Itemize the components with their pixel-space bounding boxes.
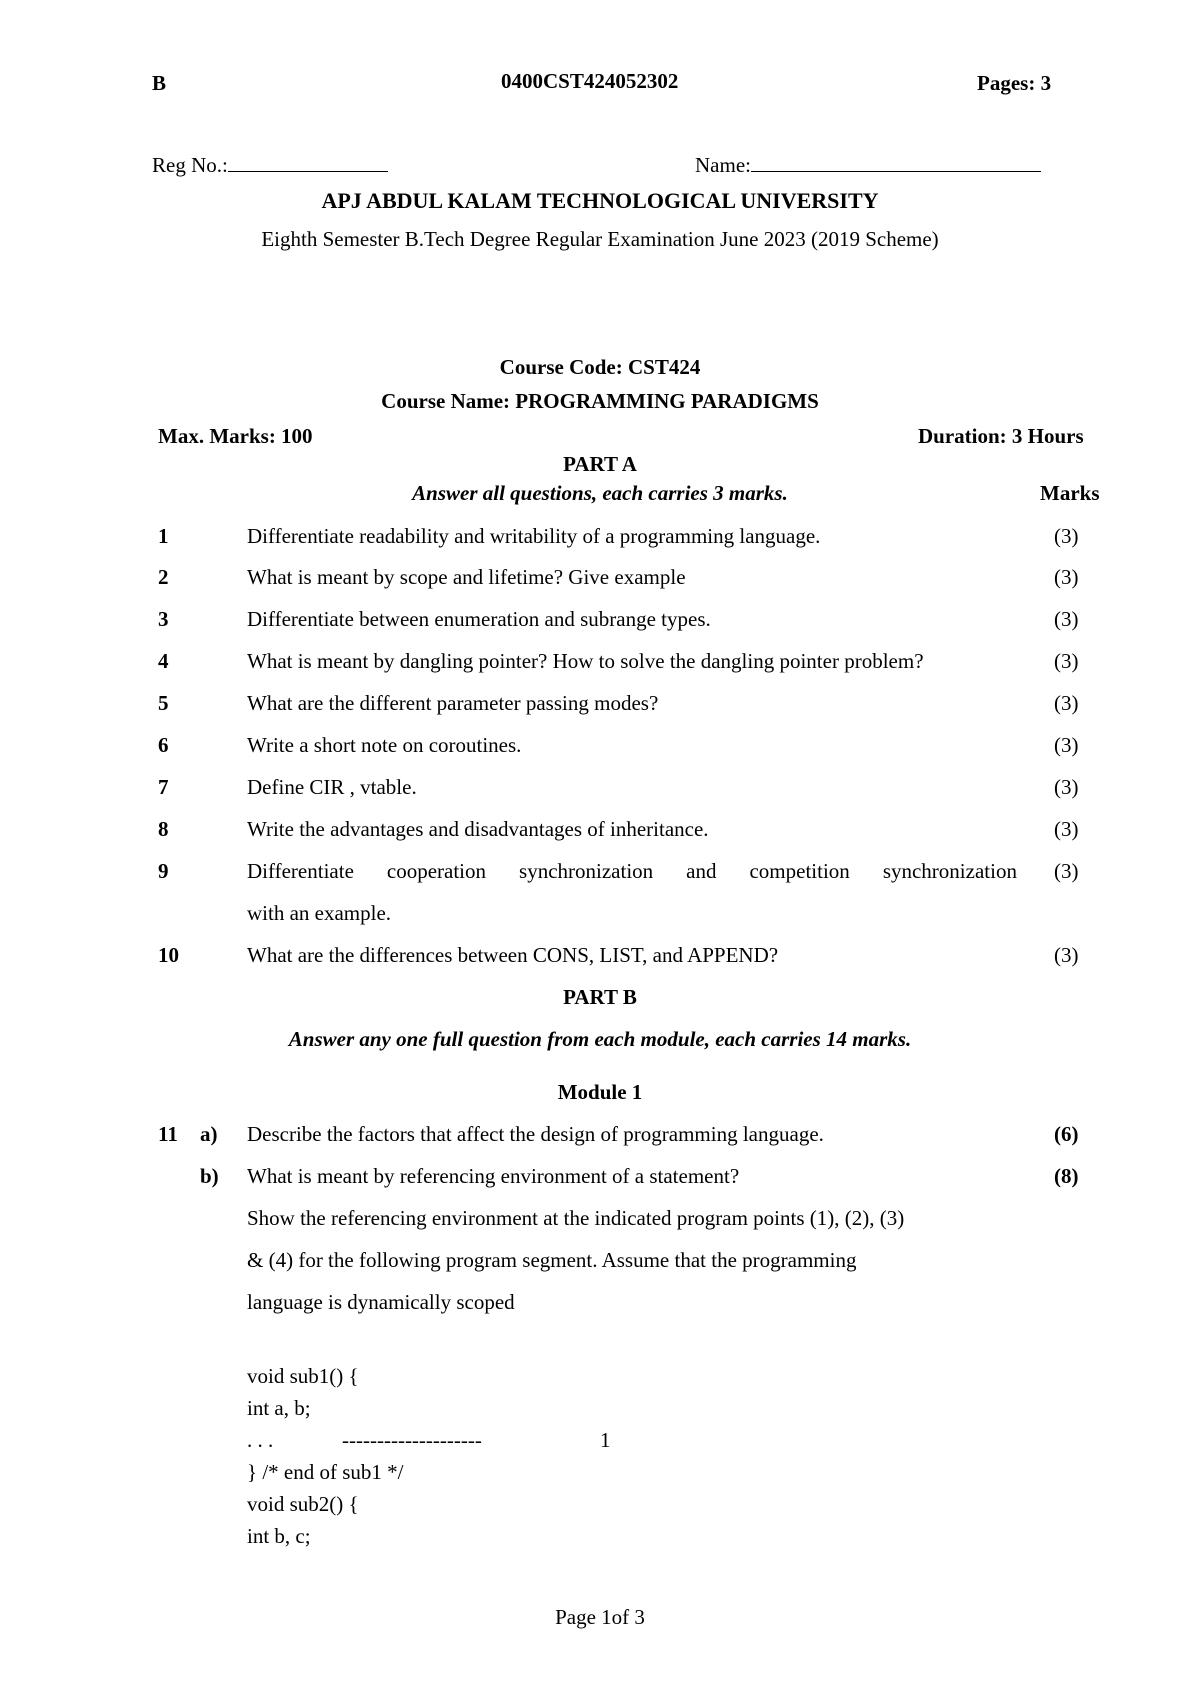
code-line: int b, c; <box>247 1524 311 1548</box>
name-label: Name: <box>695 153 751 177</box>
question-word: and <box>686 859 717 883</box>
question-number: 3 <box>158 607 169 631</box>
question-text: Differentiate readability and writability of a programming language. <box>247 524 821 548</box>
university-title: APJ ABDUL KALAM TECHNOLOGICAL UNIVERSITY <box>321 188 879 213</box>
question-text: Define CIR , vtable. <box>247 775 417 799</box>
part-b-instruction: Answer any one full question from each module, each carries 14 marks. <box>288 1027 912 1051</box>
question-paragraph-line: & (4) for the following program segment. Assume that the programming <box>247 1248 857 1272</box>
question-marks: (3) <box>1054 859 1079 883</box>
marks-header: Marks <box>1040 481 1100 505</box>
question-number: 6 <box>158 733 169 757</box>
question-text: What are the different parameter passing modes? <box>247 691 659 715</box>
part-b-title: PART B <box>563 985 637 1009</box>
question-number: 7 <box>158 775 169 799</box>
question-number: 11 <box>158 1122 178 1146</box>
question-marks: (3) <box>1054 565 1079 589</box>
question-text: Write a short note on coroutines. <box>247 733 522 757</box>
name-field <box>695 153 1041 178</box>
question-number: 2 <box>158 565 169 589</box>
question-marks: (3) <box>1054 607 1079 631</box>
subquestion-label: b) <box>200 1164 219 1188</box>
question-number: 1 <box>158 524 169 548</box>
question-text: What is meant by dangling pointer? How to solve the dangling pointer problem? <box>247 649 924 673</box>
code-line: int a, b; <box>247 1396 311 1420</box>
question-marks: (3) <box>1054 649 1079 673</box>
code-line: void sub2() { <box>247 1492 359 1516</box>
question-text: Describe the factors that affect the design of programming language. <box>247 1122 824 1146</box>
code-dashes: -------------------- <box>342 1428 482 1452</box>
question-number: 10 <box>158 943 179 967</box>
part-a-title: PART A <box>563 452 637 476</box>
question-text: Write the advantages and disadvantages of inheritance. <box>247 817 709 841</box>
course-name: Course Name: PROGRAMMING PARADIGMS <box>381 389 819 413</box>
question-paragraph-line: language is dynamically scoped <box>247 1290 515 1314</box>
question-marks: (3) <box>1054 524 1079 548</box>
paper-code: 0400CST424052302 <box>501 69 679 93</box>
code-line: void sub1() { <box>247 1364 359 1388</box>
question-marks: (3) <box>1054 943 1079 967</box>
question-number: 8 <box>158 817 169 841</box>
question-marks: (3) <box>1054 817 1079 841</box>
question-number: 9 <box>158 859 169 883</box>
program-point-label: 1 <box>600 1428 611 1452</box>
question-word: synchronization <box>882 859 1017 883</box>
exam-title: Eighth Semester B.Tech Degree Regular Examination June 2023 (2019 Scheme) <box>261 227 939 251</box>
code-line: } /* end of sub1 */ <box>247 1460 404 1484</box>
question-number: 5 <box>158 691 169 715</box>
reg-no-label: Reg No.: <box>152 153 228 177</box>
question-text: Differentiate between enumeration and subrange types. <box>247 607 711 631</box>
set-label: B <box>152 71 167 95</box>
duration: Duration: 3 Hours <box>918 424 1084 448</box>
question-marks: (3) <box>1054 775 1079 799</box>
question-paragraph-line: Show the referencing environment at the indicated program points (1), (2), (3) <box>247 1206 905 1230</box>
name-line <box>751 153 1041 172</box>
question-marks: (6) <box>1054 1122 1079 1146</box>
question-word: Differentiate <box>247 859 354 883</box>
question-marks: (3) <box>1054 691 1079 715</box>
max-marks: Max. Marks: 100 <box>158 424 313 448</box>
reg-no-line <box>228 153 388 172</box>
question-text-continuation: with an example. <box>247 901 392 925</box>
question-marks: (8) <box>1054 1164 1079 1188</box>
code-line-dots: . . . <box>247 1428 274 1452</box>
subquestion-label: a) <box>200 1122 218 1146</box>
part-a-instruction: Answer all questions, each carries 3 marks. <box>412 481 788 505</box>
reg-no-field <box>152 153 388 178</box>
pages-label: Pages: 3 <box>977 71 1052 95</box>
question-marks: (3) <box>1054 733 1079 757</box>
question-text: What is meant by referencing environment of a statement? <box>247 1164 740 1188</box>
page-footer: Page 1of 3 <box>555 1605 645 1629</box>
question-number: 4 <box>158 649 169 673</box>
module-title: Module 1 <box>557 1080 643 1104</box>
question-word: synchronization <box>519 859 654 883</box>
question-text-justified <box>247 859 1017 884</box>
course-code: Course Code: CST424 <box>499 355 701 379</box>
question-word: competition <box>749 859 850 883</box>
question-word: cooperation <box>386 859 487 883</box>
question-text: What is meant by scope and lifetime? Give example <box>247 565 686 589</box>
question-text: What are the differences between CONS, LIST, and APPEND? <box>247 943 779 967</box>
